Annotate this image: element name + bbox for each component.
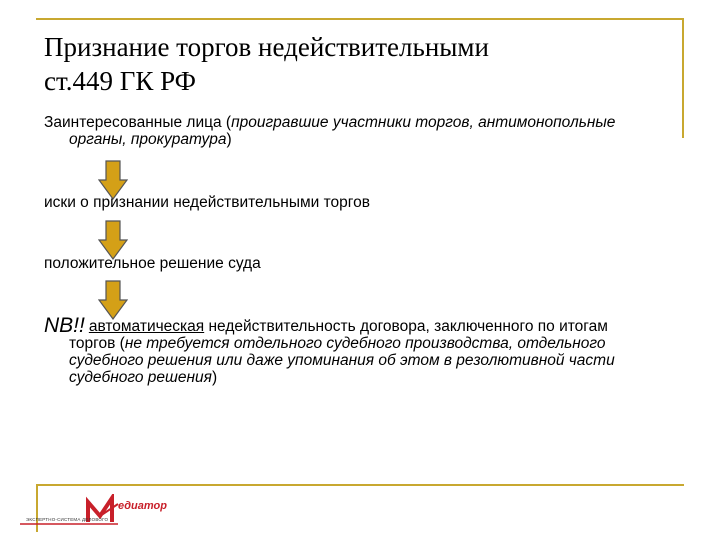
logo-subtitle: ЭКСПЕРТНО-СИСТЕМА ДЕЛОВОГО: [26, 517, 109, 522]
down-arrow-icon: [98, 220, 128, 260]
nb-rest: недействительность договора, заключенного по итогам: [204, 318, 608, 335]
nb-underlined-word: автоматическая: [88, 318, 205, 335]
lawsuit-text: иски о признании недействительными торгов: [44, 194, 370, 211]
interested-parties-line2: [44, 131, 684, 148]
frame-top-line: [36, 18, 684, 20]
nb-line-2: [44, 335, 684, 352]
title-line-1: Признание торгов недействительными: [44, 32, 489, 62]
interested-parties-close: ): [226, 131, 232, 148]
interested-parties-text: [44, 114, 684, 148]
interested-parties-italic-2: органы, прокуратура: [69, 131, 227, 148]
down-arrow-icon: [98, 280, 128, 320]
nb-note: [44, 314, 684, 386]
nb-line-4: [44, 369, 684, 386]
nb-line-3: судебного решения или даже упоминания об этом в резолютивной части: [69, 352, 615, 369]
court-decision-text: положительное решение суда: [44, 255, 261, 272]
nb-line4-close: ): [211, 369, 218, 386]
nb-line2-italic: не требуется отдельного судебного производства, отдельного: [124, 335, 606, 352]
nb-line4-italic: судебного решения: [69, 369, 212, 386]
nb-label: NB!!: [44, 314, 85, 337]
slide-title: [44, 30, 664, 98]
interested-parties-italic: проигравшие участники торгов, антимонопольные: [231, 114, 616, 131]
interested-parties-plain: Заинтересованные лица (: [44, 114, 232, 131]
logo-text: едиатор: [118, 500, 167, 512]
title-line-2: ст.449 ГК РФ: [44, 66, 197, 96]
frame-bottom-line: [36, 484, 684, 486]
nb-line2-plain: торгов (: [69, 335, 125, 352]
